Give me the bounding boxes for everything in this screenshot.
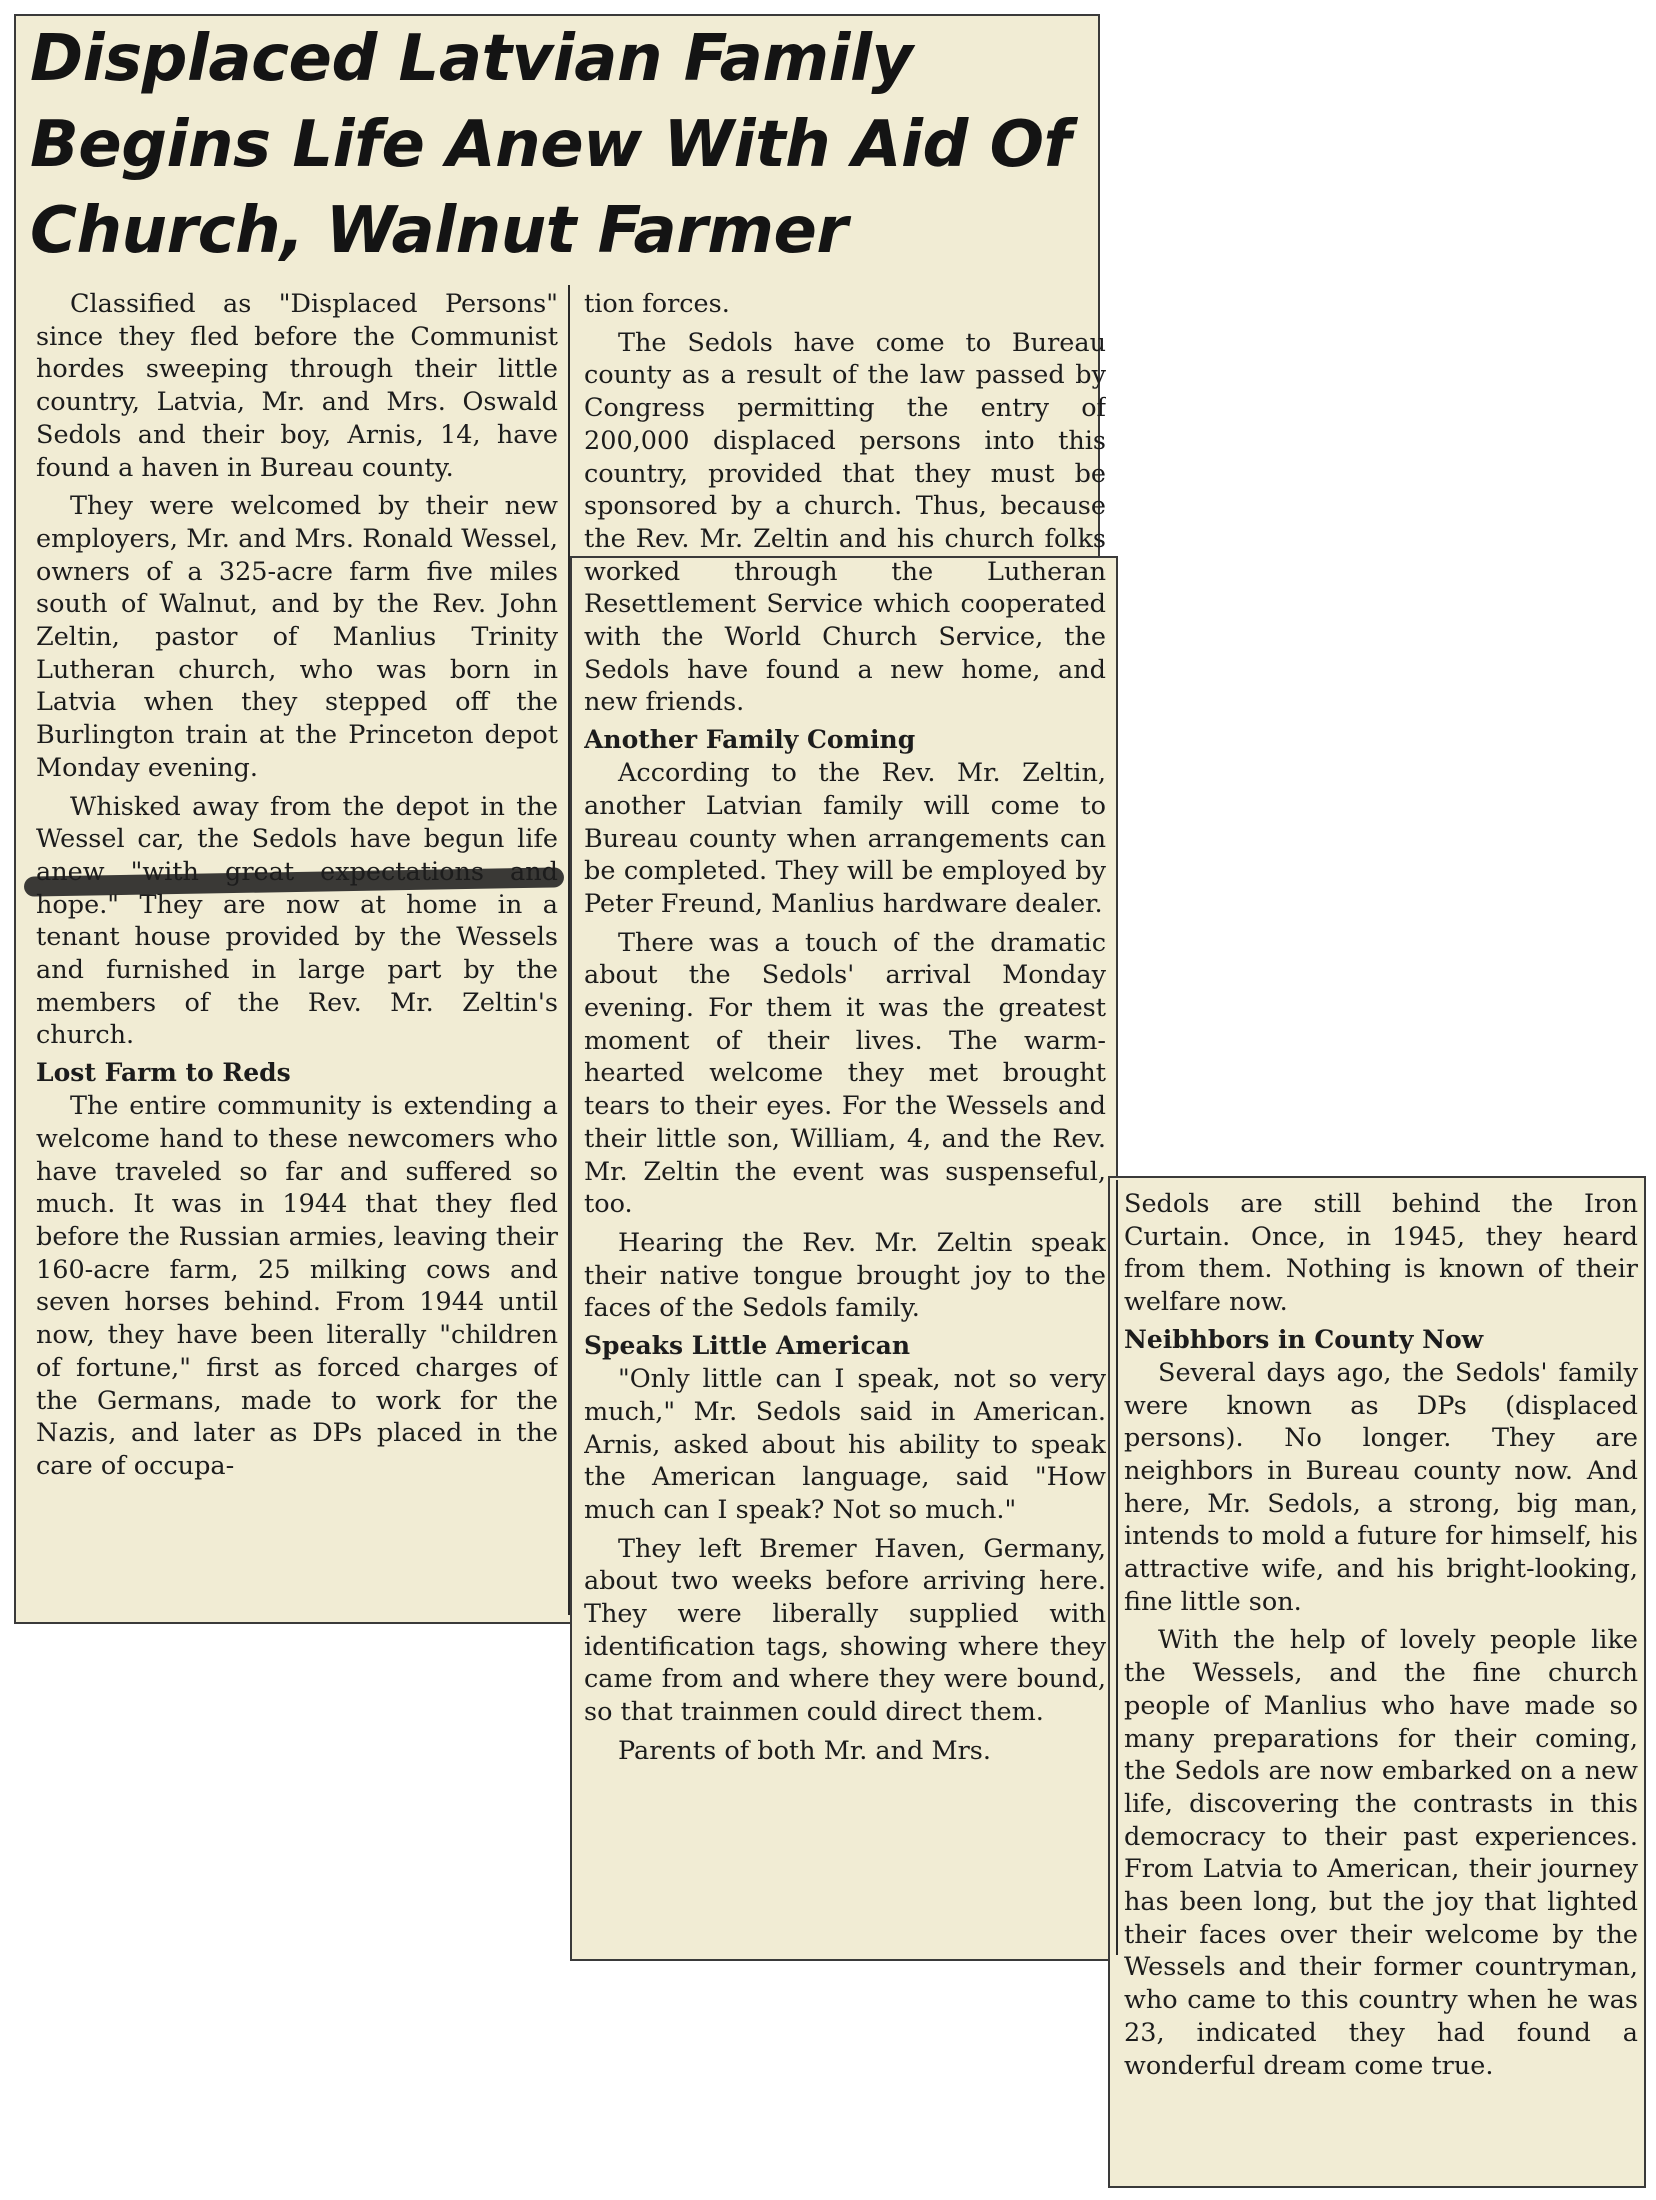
paragraph: There was a touch of the dramatic about the Sedols' arrival Monday evening. For them it was the greatest moment of their lives. The warm-hearted welcome they met brought tears to their eyes. For the Wessels and their little son, William, 4, and the Rev. Mr. Zeltin the event was suspenseful, too. [584, 927, 1106, 1220]
paragraph: "Only little can I speak, not so very much," Mr. Sedols said in American. Arnis, asked about his ability to speak the American language, said "How much can I speak? Not so much." [584, 1364, 1106, 1525]
paragraph: Sedols are still behind the Iron Curtain. Once, in 1945, they heard from them. Nothing is known of their welfare now. [1124, 1189, 1638, 1318]
article-column-3 [1124, 1188, 1638, 2183]
paragraph: The Sedols have come to Bureau county as a result of the law passed by Congress permitting the entry of 200,000 displaced persons into this country, provided that they must be sponsored by a church. Thus, because the Rev. Mr. Zeltin and his church folks worked through the Lutheran Resettlement Service which cooperated with the World Church Service, the Sedols have found a new home, and new friends. [584, 327, 1106, 718]
paragraph: Classified as "Displaced Persons" since they fled before the Communist hordes sweeping through their little country, Latvia, Mr. and Mrs. Oswald Sedols and their boy, Arnis, 14, have found a haven in Bureau county. [36, 289, 558, 483]
article-column-1 [36, 288, 558, 1613]
paragraph: Whisked away from the depot in the Wessel car, the Sedols have begun life anew "with great expectations and hope." They are now at home in a tenant house provided by the Wessels and furnished in large part by the members of the Rev. Mr. Zeltin's church. [36, 791, 558, 1051]
paragraph: With the help of lovely people like the Wessels, and the fine church people of Manlius who have made so many preparations for their coming, the Sedols are now embarked on a new life, discovering the contrasts in this democracy to their past experiences. From Latvia to American, their journey has been long, but the joy that lighted their faces over their welcome by the Wessels and their former countryman, who came to this country when he was 23, indicated they had found a wonderful dream come true. [1124, 1625, 1638, 2081]
paragraph: tion forces. [584, 289, 730, 319]
subhead: Another Family Coming [584, 725, 916, 755]
paragraph: They were welcomed by their new employers, Mr. and Mrs. Ronald Wessel, owners of a 325-acre farm five miles south of Walnut, and by the Rev. John Zeltin, pastor of Manlius Trinity Lutheran church, who was born in Latvia when they stepped off the Burlington train at the Princeton depot Monday evening. [36, 491, 558, 783]
paragraph: According to the Rev. Mr. Zeltin, another Latvian family will come to Bureau county when arrangements can be completed. They will be employed by Peter Freund, Manlius hardware dealer. [584, 758, 1106, 919]
subhead: Speaks Little American [584, 1331, 911, 1361]
column-rule-right [1116, 1180, 1118, 1955]
article-column-2 [584, 288, 1106, 1958]
subhead: Neibhbors in County Now [1124, 1324, 1484, 1354]
paragraph: Several days ago, the Sedols' family were known as DPs (displaced persons). No longer. They are neighbors in Bureau county now. And here, Mr. Sedols, a strong, big man, intends to mold a future for himself, his attractive wife, and his bright-looking, fine little son. [1124, 1357, 1638, 1617]
paragraph: Parents of both Mr. and Mrs. [618, 1735, 991, 1766]
headline: Displaced Latvian Family Begins Life Anew With Aid Of Church, Walnut Farmer [30, 22, 1071, 268]
subhead: Lost Farm to Reds [36, 1058, 291, 1088]
paragraph: The entire community is extending a welcome hand to these newcomers who have traveled so far and suffered so much. It was in 1944 that they fled before the Russian armies, leaving their 160-acre farm, 25 milking cows and seven horses behind. From 1944 until now, they have been literally "children of fortune," first as forced charges of the Germans, made to work for the Nazis, and later as DPs placed in the care of occupa- [36, 1091, 558, 1481]
paragraph: They left Bremer Haven, Germany, about two weeks before arriving here. They were liberally supplied with identification tags, showing where they came from and where they were bound, so that trainmen could direct them. [584, 1533, 1106, 1728]
column-rule-left [568, 285, 570, 1615]
paragraph: Hearing the Rev. Mr. Zeltin speak their native tongue brought joy to the faces of the Sedols family. [584, 1227, 1106, 1324]
